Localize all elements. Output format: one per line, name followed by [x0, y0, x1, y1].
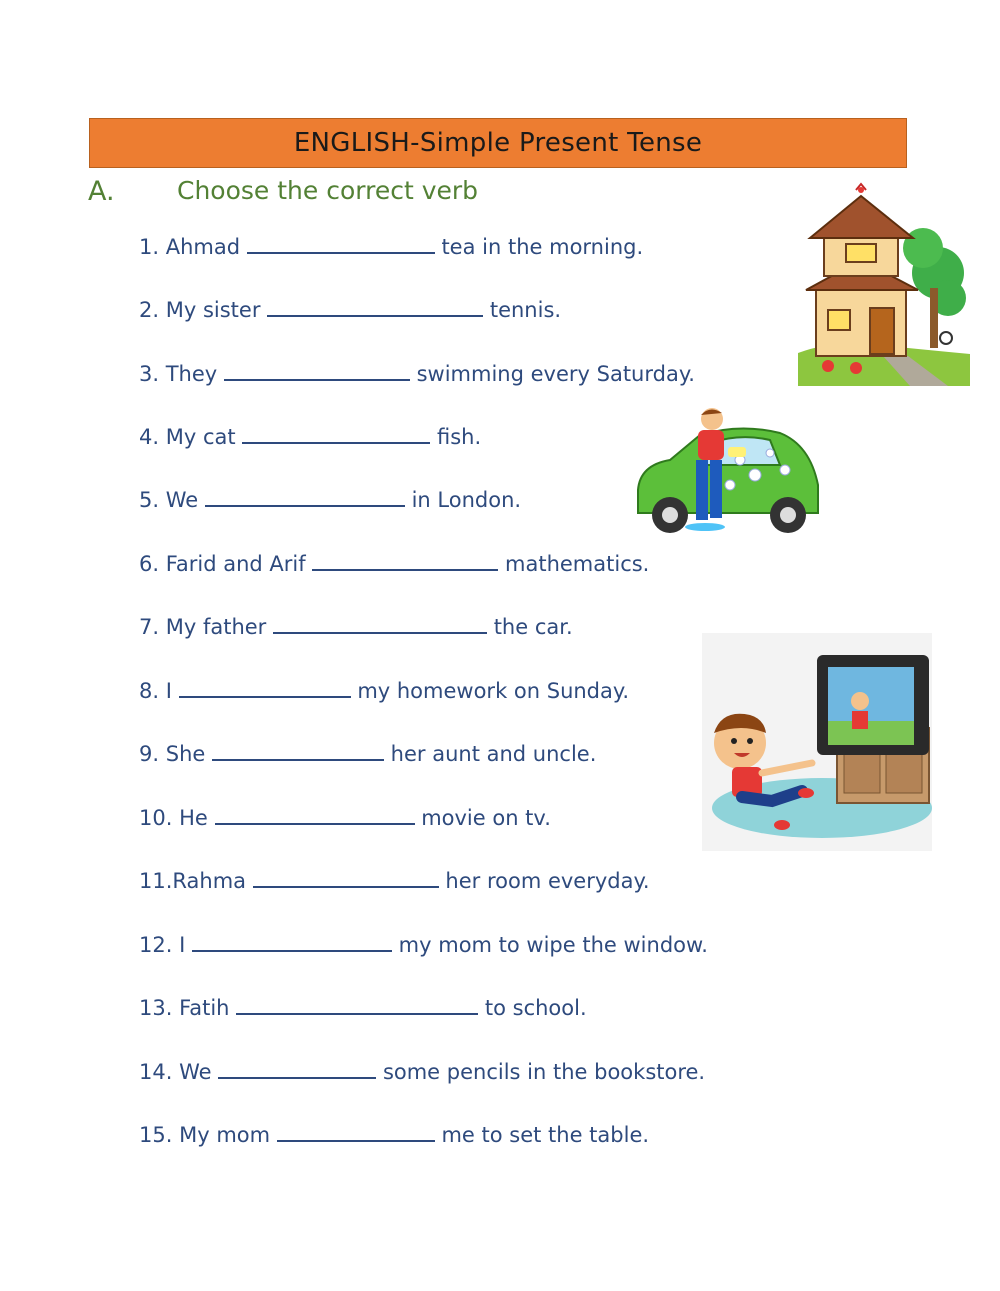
- answer-blank-11[interactable]: [253, 868, 439, 888]
- question-1: 1. Ahmad tea in the morning.: [139, 235, 644, 259]
- question-13: 13. Fatih to school.: [139, 996, 587, 1020]
- question-2: 2. My sister tennis.: [139, 298, 562, 322]
- question-11: 11.Rahma her room everyday.: [139, 869, 650, 893]
- question-7: 7. My father the car.: [139, 615, 573, 639]
- question-8: 8. I my homework on Sunday.: [139, 679, 629, 703]
- answer-blank-5[interactable]: [205, 487, 405, 507]
- answer-blank-10[interactable]: [215, 805, 415, 825]
- answer-blank-4[interactable]: [242, 424, 430, 444]
- answer-blank-15[interactable]: [277, 1122, 435, 1142]
- car-wash-illustration: [630, 405, 822, 543]
- answer-blank-9[interactable]: [212, 741, 384, 761]
- question-6: 6. Farid and Arif mathematics.: [139, 552, 650, 576]
- question-15: 15. My mom me to set the table.: [139, 1123, 650, 1147]
- section-letter: A.: [88, 176, 115, 207]
- question-9: 9. She her aunt and uncle.: [139, 742, 597, 766]
- house-illustration: [798, 178, 970, 386]
- question-3: 3. They swimming every Saturday.: [139, 362, 695, 386]
- answer-blank-2[interactable]: [267, 297, 483, 317]
- answer-blank-14[interactable]: [218, 1059, 376, 1079]
- tv-boy-illustration: [702, 633, 932, 851]
- answer-blank-3[interactable]: [224, 361, 410, 381]
- answer-blank-6[interactable]: [312, 551, 498, 571]
- question-5: 5. We in London.: [139, 488, 522, 512]
- answer-blank-13[interactable]: [236, 995, 478, 1015]
- answer-blank-7[interactable]: [273, 614, 487, 634]
- section-instruction: Choose the correct verb: [177, 176, 479, 205]
- page-title: ENGLISH-Simple Present Tense: [293, 128, 703, 158]
- answer-blank-1[interactable]: [247, 234, 435, 254]
- answer-blank-12[interactable]: [192, 932, 392, 952]
- title-banner: [89, 118, 907, 168]
- answer-blank-8[interactable]: [179, 678, 351, 698]
- question-14: 14. We some pencils in the bookstore.: [139, 1060, 706, 1084]
- question-4: 4. My cat fish.: [139, 425, 482, 449]
- question-10: 10. He movie on tv.: [139, 806, 551, 830]
- question-12: 12. I my mom to wipe the window.: [139, 933, 708, 957]
